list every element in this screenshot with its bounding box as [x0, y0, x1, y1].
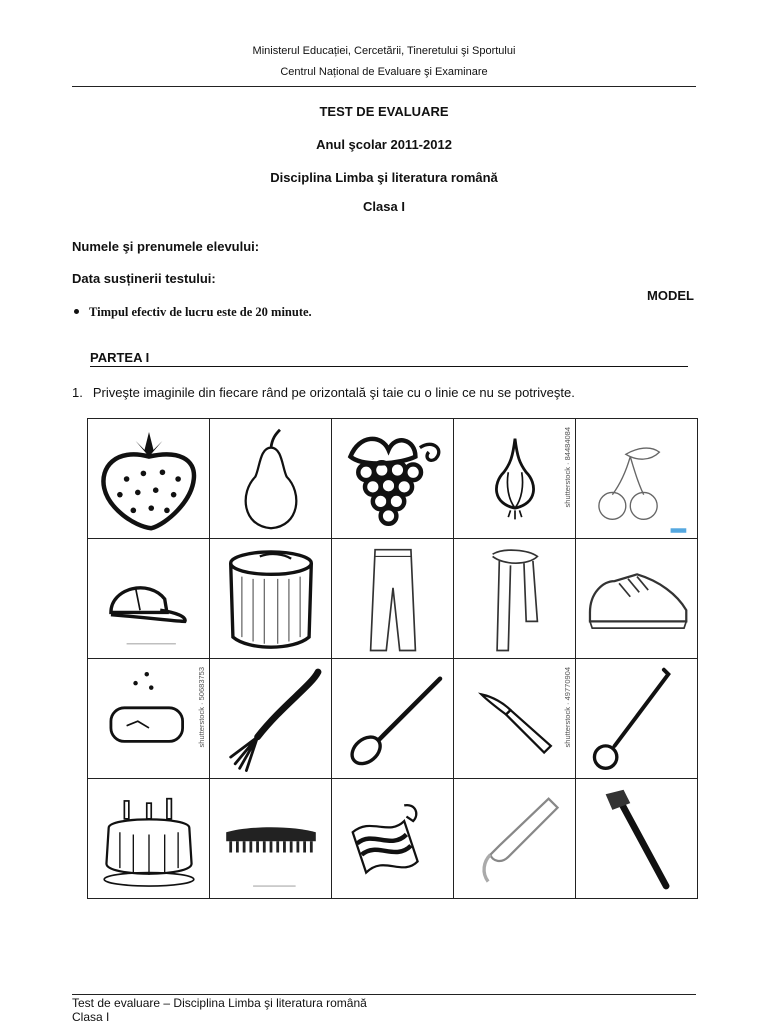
- section-title: PARTEA I: [90, 350, 688, 367]
- spoon-icon: [337, 663, 449, 775]
- model-label: MODEL: [647, 288, 694, 303]
- class-title: Clasa I: [363, 199, 405, 214]
- soap-icon: [93, 663, 205, 775]
- onion-icon: [459, 423, 571, 535]
- trousers-icon: [337, 543, 449, 655]
- grid-cell[interactable]: [454, 779, 576, 899]
- grid-row-cutlery: [88, 659, 698, 779]
- grid-cell[interactable]: [88, 539, 210, 659]
- pear-icon: [215, 423, 327, 535]
- fork-icon: [215, 663, 327, 775]
- bullet-icon: [74, 309, 79, 314]
- grid-cell[interactable]: [88, 419, 210, 539]
- cap-icon: [93, 543, 205, 655]
- toothbrush-icon: [581, 783, 693, 895]
- test-title: TEST DE EVALUARE: [319, 104, 449, 119]
- ladle-icon: [581, 663, 693, 775]
- grid-cell[interactable]: [88, 659, 210, 779]
- time-text: Timpul efectiv de lucru este de 20 minute.: [89, 305, 312, 319]
- ministry-header: Ministerul Educației, Cercetării, Tineretului şi Sportului: [252, 45, 516, 57]
- grid-cell[interactable]: [88, 779, 210, 899]
- instruction-number: 1.: [72, 385, 83, 400]
- grid-cell[interactable]: [332, 659, 454, 779]
- grid-cell[interactable]: [332, 539, 454, 659]
- grid-cell[interactable]: [210, 539, 332, 659]
- sneaker-icon: [581, 543, 693, 655]
- grid-cell[interactable]: [576, 659, 698, 779]
- comb-icon: [215, 783, 327, 895]
- grid-cell[interactable]: [454, 539, 576, 659]
- pot-icon: [215, 543, 327, 655]
- instruction-text: Priveşte imaginile din fiecare rând pe orizontală şi taie cu o linie ce nu se potriveşte.: [92, 385, 575, 400]
- grid-cell[interactable]: [210, 659, 332, 779]
- center-header: Centrul Național de Evaluare şi Examinare: [280, 66, 488, 78]
- footer-title: Test de evaluare – Disciplina Limba şi literatura română: [72, 996, 367, 1010]
- grid-cell[interactable]: [332, 779, 454, 899]
- grapes-icon: [337, 423, 449, 535]
- grid-row-fruits: [88, 419, 698, 539]
- test-date-field: Data susținerii testului:: [72, 271, 216, 286]
- grid-cell[interactable]: [576, 779, 698, 899]
- scarf-icon: [459, 543, 571, 655]
- grid-cell[interactable]: [454, 659, 576, 779]
- footer-class: Clasa I: [72, 1010, 110, 1024]
- watermark: shutterstock · 50683753: [197, 667, 206, 748]
- school-year: Anul şcolar 2011-2012: [316, 137, 452, 152]
- grid-cell[interactable]: [454, 419, 576, 539]
- instruction: [72, 385, 575, 400]
- discipline-title: Disciplina Limba şi literatura română: [270, 170, 498, 185]
- watermark: shutterstock · 49770904: [563, 667, 572, 748]
- towel-icon: [337, 783, 449, 895]
- grid-cell[interactable]: [332, 419, 454, 539]
- watermark: shutterstock · 84484084: [563, 427, 572, 508]
- knife-icon: [459, 663, 571, 775]
- time-bullet: [72, 305, 312, 320]
- cake-icon: [93, 783, 205, 895]
- grid-cell[interactable]: [210, 779, 332, 899]
- cherries-icon: [581, 423, 693, 535]
- header-divider: [72, 86, 696, 87]
- grid-row-hygiene: [88, 779, 698, 899]
- grid-row-clothing: [88, 539, 698, 659]
- toothpaste-icon: [459, 783, 571, 895]
- strawberry-icon: [93, 423, 205, 535]
- student-name-field: Numele şi prenumele elevului:: [72, 239, 260, 254]
- grid-cell[interactable]: [576, 539, 698, 659]
- picture-grid: [87, 418, 698, 899]
- grid-cell[interactable]: [210, 419, 332, 539]
- grid-cell[interactable]: [576, 419, 698, 539]
- footer-divider: [72, 994, 696, 995]
